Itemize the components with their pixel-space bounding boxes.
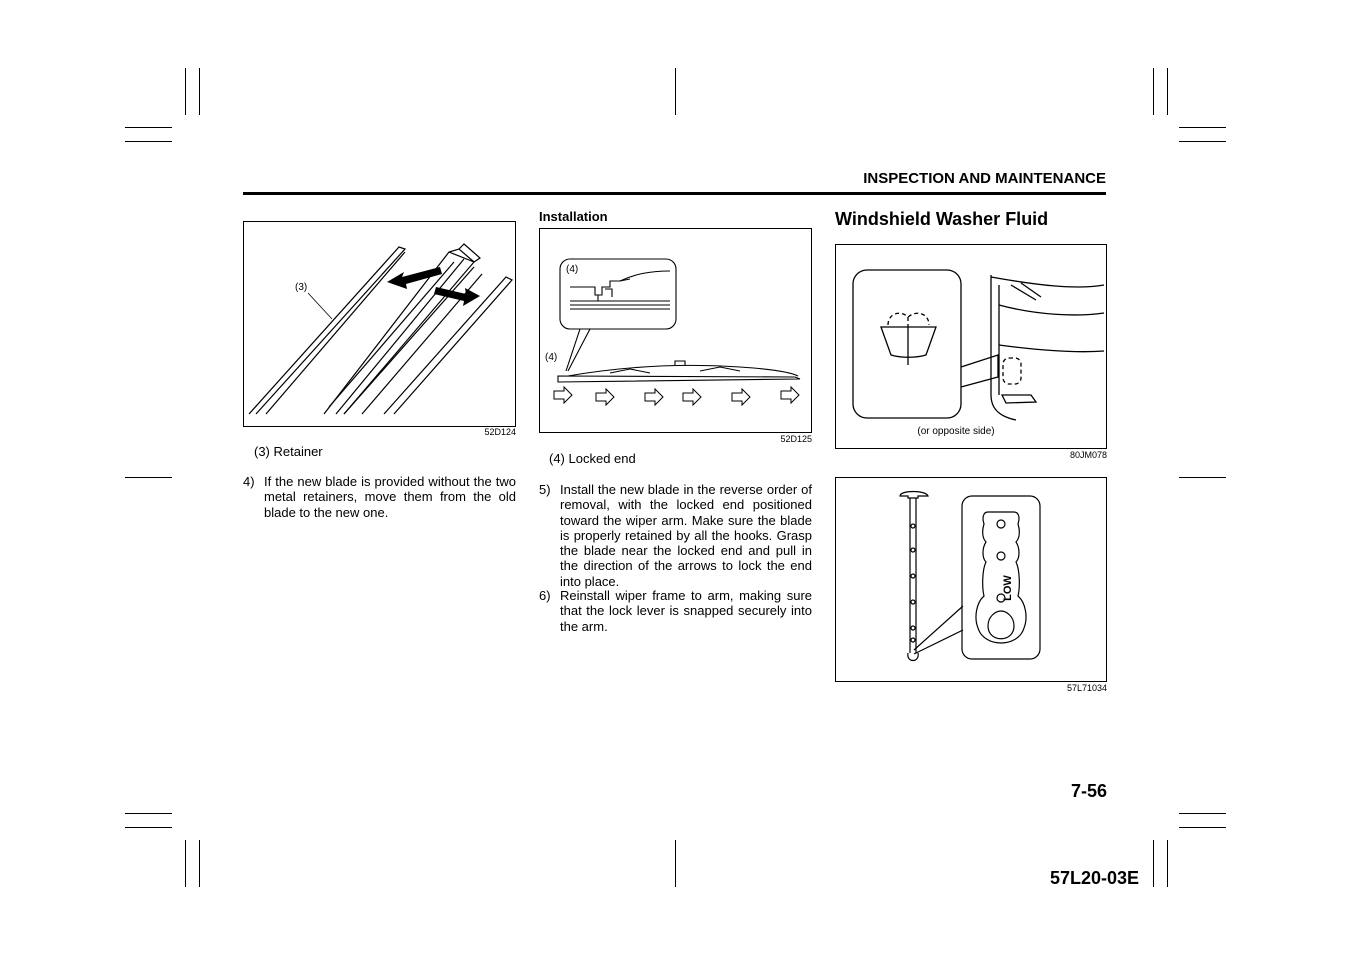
header-rule [243, 192, 1106, 195]
locked-end-callout-zoom: (4) [566, 264, 579, 275]
wiper-blade-illustration [540, 229, 811, 432]
locked-end-figure [539, 228, 812, 433]
step-4 [243, 474, 516, 520]
low-level-label: LOW [1002, 575, 1014, 601]
fluid-level-figure [835, 477, 1107, 682]
dipstick-illustration [836, 478, 1106, 681]
retainer-illustration [244, 222, 515, 426]
step-4-text: If the new blade is provided without the two metal retainers, move them from the old blade to the new one. [264, 474, 516, 520]
document-code: 57L20-03E [1049, 868, 1139, 888]
retainer-figure [243, 221, 516, 427]
step-4-number: 4) [243, 474, 255, 489]
step-6 [539, 588, 812, 634]
figure-code-80jm078: 80JM078 [1069, 450, 1107, 460]
washer-reservoir-illustration [836, 245, 1106, 448]
page-number: 7-56 [1070, 781, 1107, 801]
retainer-callout: (3) [295, 282, 308, 293]
section-title: INSPECTION AND MAINTENANCE [863, 170, 1106, 187]
step-6-text: Reinstall wiper frame to arm, making sure that the lock lever is snapped securely into the arm. [560, 588, 812, 634]
washer-fluid-heading: Windshield Washer Fluid [835, 209, 1049, 229]
opposite-side-note: (or opposite side) [917, 426, 995, 437]
locked-end-caption: (4) Locked end [549, 451, 636, 466]
locked-end-callout: (4) [545, 352, 558, 363]
washer-reservoir-figure [835, 244, 1107, 449]
step-6-number: 6) [539, 588, 551, 603]
figure-code-52d124: 52D124 [484, 427, 516, 437]
figure-code-57l71034: 57L71034 [1066, 683, 1107, 693]
retainer-caption: (3) Retainer [254, 444, 323, 459]
step-5 [539, 482, 812, 589]
figure-code-52d125: 52D125 [780, 434, 812, 444]
step-5-number: 5) [539, 482, 551, 497]
installation-heading: Installation [539, 209, 608, 224]
step-5-text: Install the new blade in the reverse order of removal, with the locked end positioned toward the wiper arm. Make sure the blade is properly retained by all the hooks. Grasp the blade near the locked end and pull in the direction of the arrows to lock the end into place. [560, 482, 812, 589]
